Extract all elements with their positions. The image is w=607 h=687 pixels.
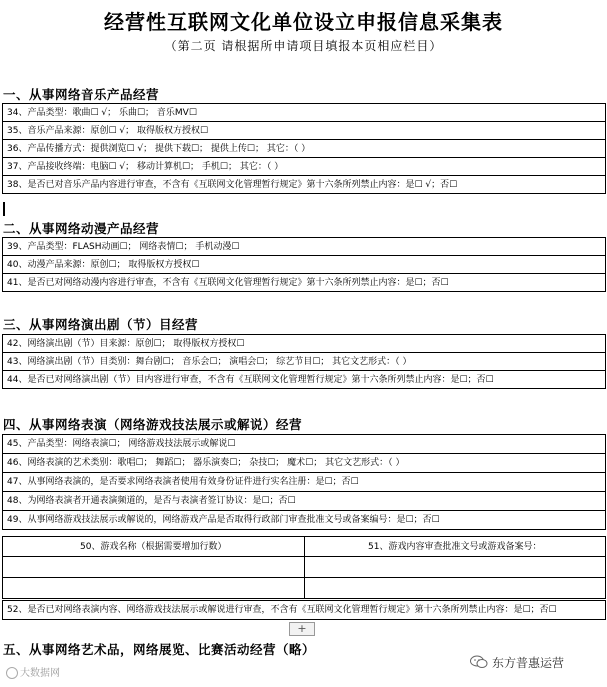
table-row (3, 578, 606, 599)
form-subtitle: （第二页 请根据所申请项目填报本页相应栏目） (164, 39, 443, 53)
watermark-logo-icon (6, 667, 18, 679)
section-rows-music (2, 103, 606, 194)
section-heading-performance: 三、从事网络演出剧（节）目经营 (3, 317, 199, 332)
form-row[interactable]: 47、从事网络表演的，是否要求网络表演者使用有效身份证件进行实名注册：是☐；否☐ (3, 473, 606, 492)
form-row[interactable]: 49、从事网络游戏技法展示或解说的，网络游戏产品是否取得行政部门审查批准文号或备案编号：是☐；否☐ (3, 511, 606, 530)
form-row[interactable]: 45、产品类型：网络表演☐； 网络游戏技法展示或解说☐ (3, 435, 606, 454)
game-approval-cell[interactable] (305, 578, 607, 599)
form-row[interactable]: 36、产品传播方式：提供浏览☐ √； 提供下载☐； 提供上传☐； 其它：（ ） (3, 140, 606, 158)
section-rows-review (2, 600, 606, 620)
watermark-right (470, 654, 564, 672)
wechat-icon (470, 655, 488, 672)
form-row[interactable]: 35、音乐产品来源：原创☐ √； 取得版权方授权☐ (3, 122, 606, 140)
form-row[interactable]: 40、动漫产品来源：原创☐； 取得版权方授权☐ (3, 256, 606, 274)
add-row-button[interactable]: + (289, 622, 315, 636)
section-rows-performance (2, 334, 606, 389)
games-table (2, 536, 606, 599)
form-row[interactable]: 37、产品接收终端：电脑☐ √； 移动计算机☐； 手机☐； 其它：（ ） (3, 158, 606, 176)
form-row[interactable]: 39、产品类型：FLASH动画☐； 网络表情☐； 手机动漫☐ (3, 238, 606, 256)
game-approval-header: 51、游戏内容审查批准文号或游戏备案号： (305, 537, 607, 557)
form-row[interactable]: 41、是否已对网络动漫内容进行审查，不含有《互联网文化管理暂行规定》第十六条所列禁止内容：是☐；否☐ (3, 274, 606, 292)
form-row[interactable]: 38、是否已对音乐产品内容进行审查，不含有《互联网文化管理暂行规定》第十六条所列禁止内容：是☐ √；否☐ (3, 176, 606, 194)
form-row[interactable]: 52、是否已对网络表演内容、网络游戏技法展示或解说进行审查，不含有《互联网文化管理暂行规定》第十六条所列禁止内容：是☐；否☐ (3, 601, 606, 620)
table-row (3, 557, 606, 578)
watermark-right-text: 东方普惠运营 (492, 656, 565, 670)
watermark-left (6, 664, 60, 679)
form-row[interactable]: 44、是否已对网络演出剧（节）目内容进行审查，不含有《互联网文化管理暂行规定》第十六条所列禁止内容：是☐；否☐ (3, 371, 606, 389)
game-approval-cell[interactable] (305, 557, 607, 578)
table-header-row (3, 537, 606, 557)
section-heading-animation: 二、从事网络动漫产品经营 (3, 221, 160, 236)
section-rows-animation (2, 237, 606, 292)
form-row[interactable]: 43、网络演出剧（节）目类别：舞台剧☐； 音乐会☐； 演唱会☐； 综艺节目☐； 其它文艺形式：（ ） (3, 353, 606, 371)
game-name-cell[interactable] (3, 557, 305, 578)
section-heading-music: 一、从事网络音乐产品经营 (3, 87, 160, 102)
section-rows-live-show (2, 434, 606, 530)
game-name-cell[interactable] (3, 578, 305, 599)
form-row[interactable]: 46、网络表演的艺术类别：歌唱☐； 舞蹈☐； 器乐演奏☐； 杂技☐； 魔术☐； 其它文艺形式：（ ） (3, 454, 606, 473)
form-row[interactable]: 34、产品类型：歌曲☐ √； 乐曲☐； 音乐MV☐ (3, 104, 606, 122)
section-heading-art: 五、从事网络艺术品，网络展览、比赛活动经营（略） (3, 642, 316, 657)
form-row[interactable]: 42、网络演出剧（节）目来源：原创☐； 取得版权方授权☐ (3, 335, 606, 353)
form-row[interactable]: 48、为网络表演者开通表演频道的，是否与表演者签订协议：是☐；否☐ (3, 492, 606, 511)
text-cursor (3, 202, 5, 216)
watermark-left-text: 大数据网 (20, 668, 60, 679)
form-title: 经营性互联网文化单位设立申报信息采集表 (104, 10, 503, 34)
game-name-header: 50、游戏名称（根据需要增加行数） (3, 537, 305, 557)
section-heading-live-show: 四、从事网络表演（网络游戏技法展示或解说）经营 (3, 417, 303, 432)
